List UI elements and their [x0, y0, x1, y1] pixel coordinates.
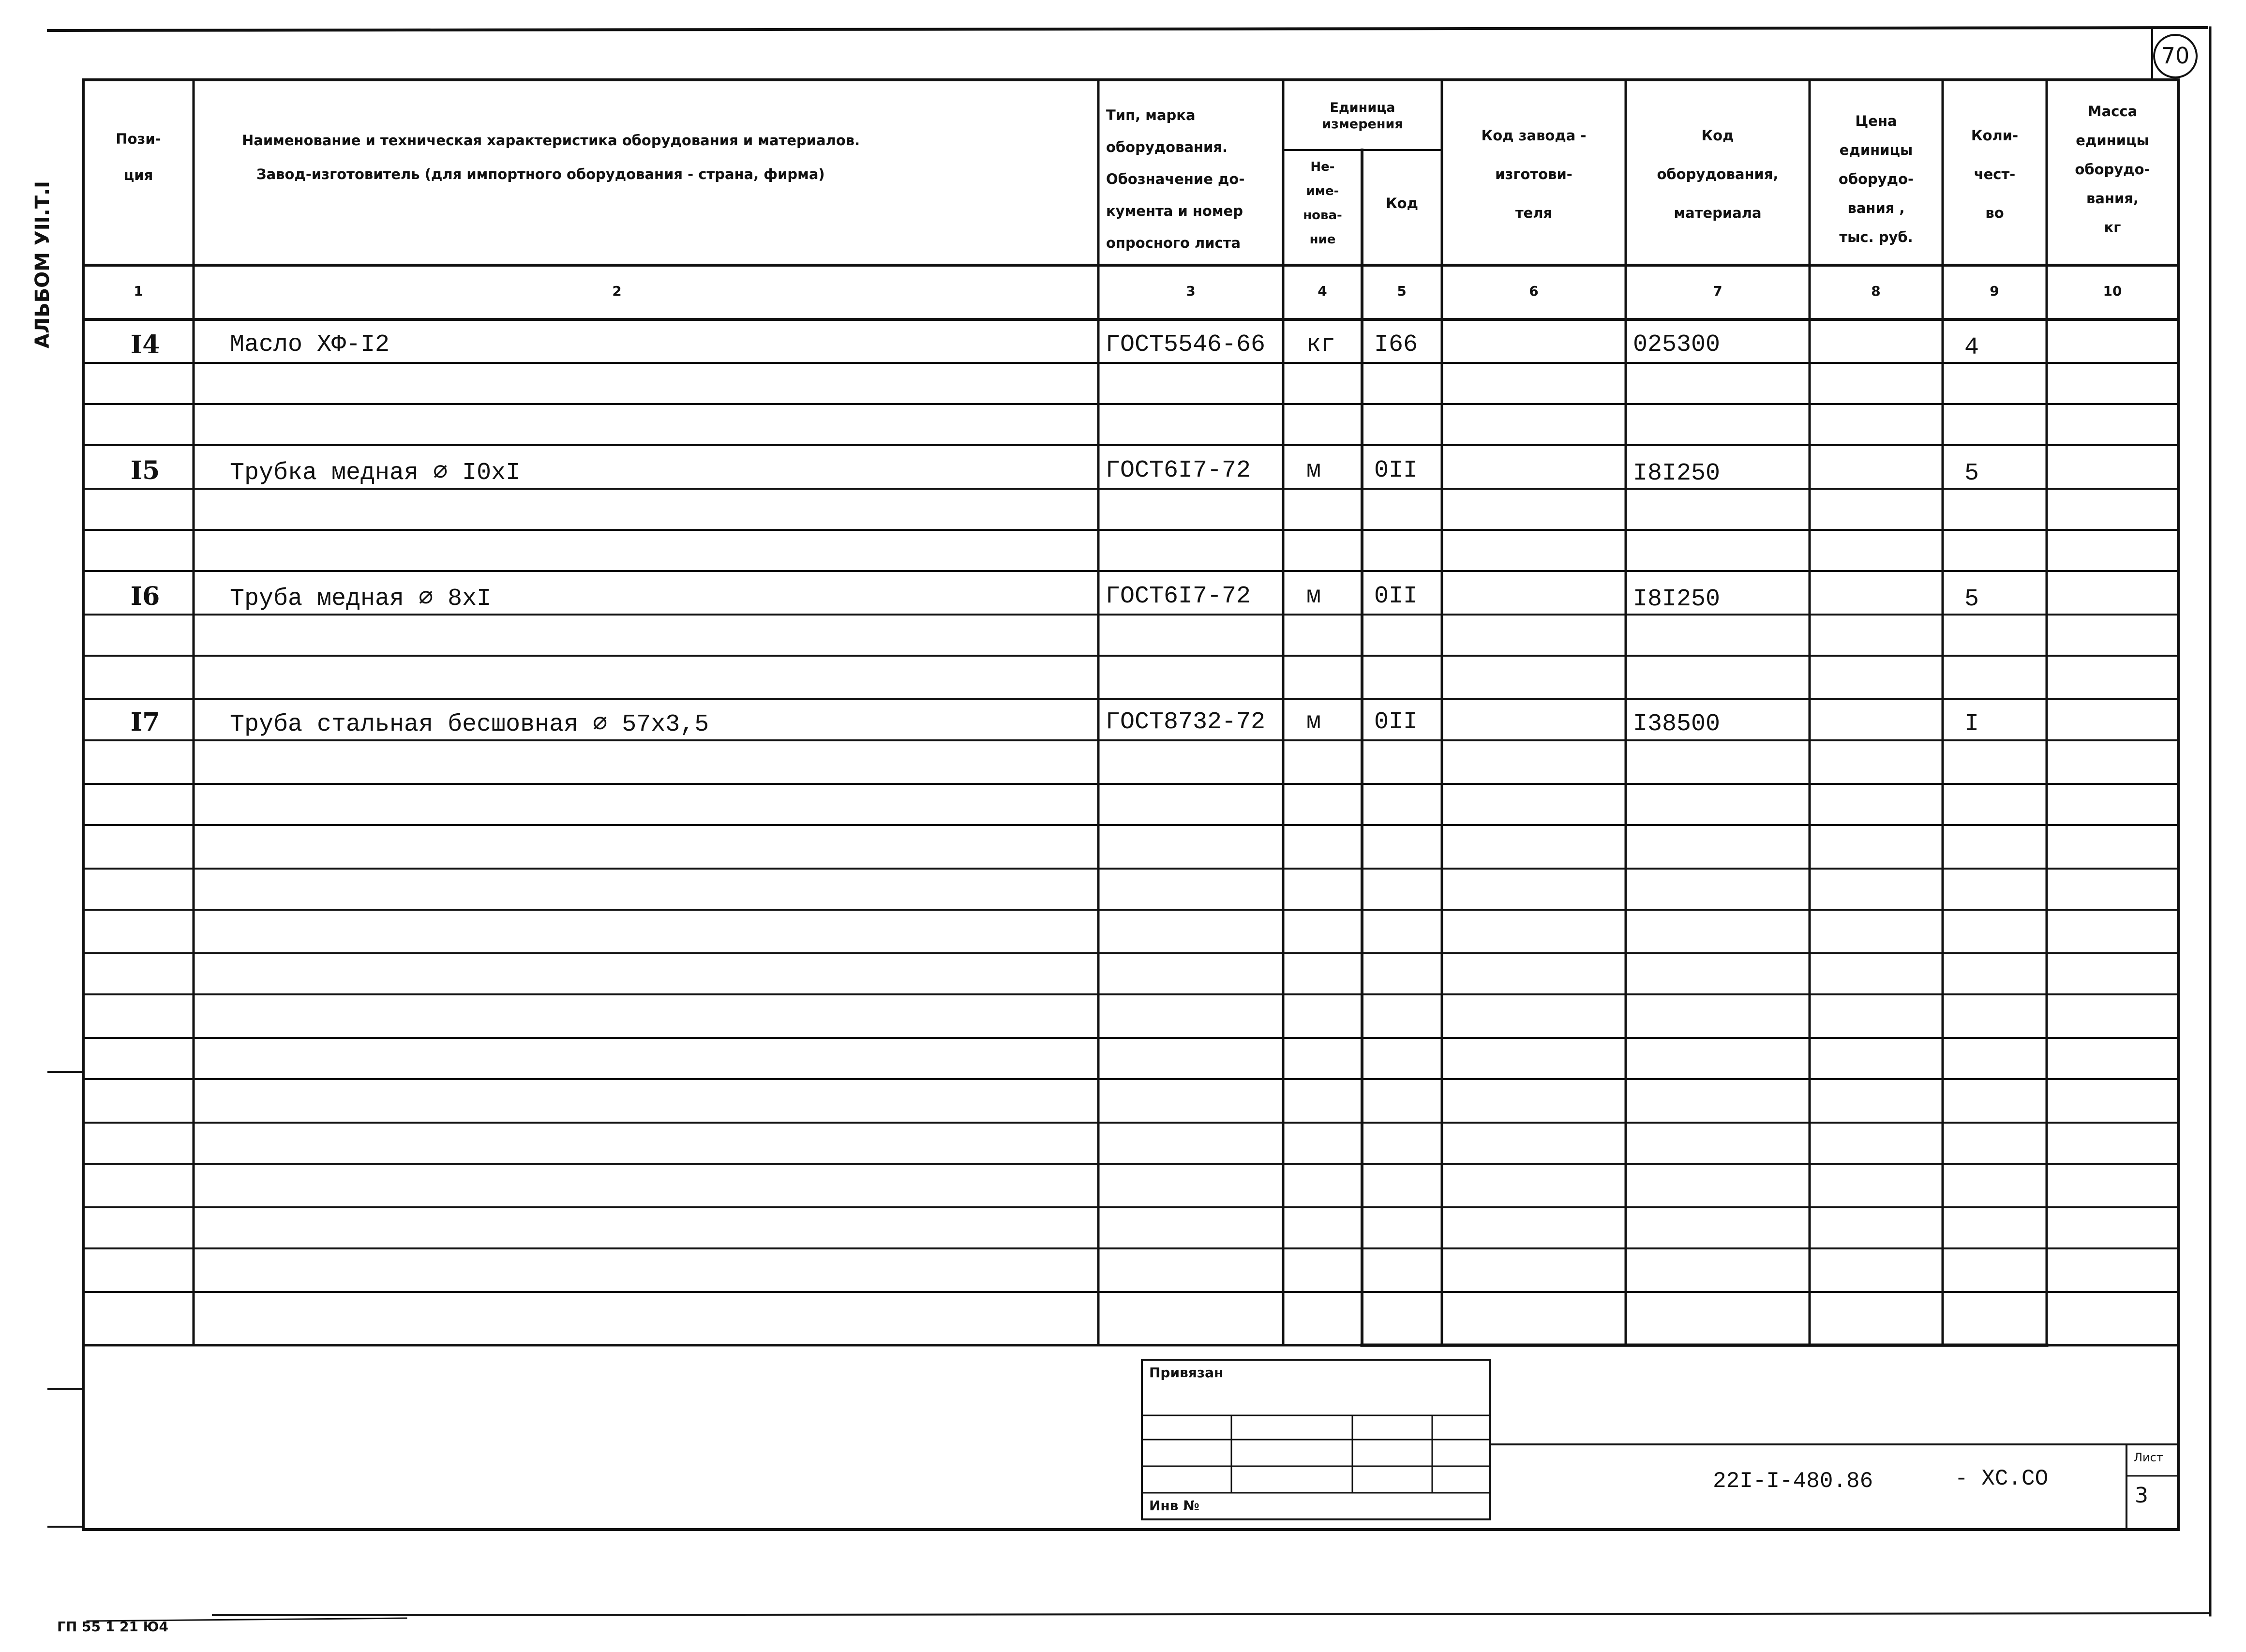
column-number: 10	[2103, 283, 2122, 299]
header-factory-code: Код завода - изготови- теля	[1481, 127, 1587, 221]
row-document: ГОСТ8732-72	[1106, 708, 1266, 736]
document-suffix: - ХС.СО	[1955, 1466, 2049, 1491]
row-material-code: I8I250	[1633, 586, 1721, 613]
side-album-label: АЛЬБОМ УІІ.Т.І	[31, 180, 54, 348]
column-number: 2	[612, 283, 622, 299]
row-unit-code: 0II	[1374, 708, 1418, 736]
sheet-mark: 70	[2161, 43, 2190, 69]
row-position: I7	[130, 707, 160, 737]
header-unit-price: Цена единицы оборудо- вания , тыс. руб.	[1838, 112, 1914, 245]
header-type: Тип, марка оборудования. Обозначение до- кумента и номер опросного листа	[1106, 106, 1245, 251]
column-number: 9	[1990, 283, 1999, 299]
column-number: 4	[1318, 283, 1327, 299]
tied-stamp-label: Привязан	[1149, 1365, 1224, 1381]
row-unit: м	[1306, 708, 1321, 736]
row-document: ГОСТ5546-66	[1106, 331, 1266, 359]
row-quantity: 5	[1964, 586, 1979, 613]
column-number: 5	[1397, 283, 1407, 299]
row-document: ГОСТ6I7-72	[1106, 457, 1251, 484]
row-name: Трубка медная ∅ I0хI	[230, 459, 521, 487]
row-unit-code: 0II	[1374, 583, 1418, 610]
header-position: Пози- ция	[116, 131, 161, 184]
column-number: 8	[1871, 283, 1881, 299]
header-unit-group: Единица измерения	[1322, 100, 1403, 132]
row-unit: м	[1306, 583, 1321, 610]
header-unit-code: Код	[1385, 195, 1419, 211]
sheet-label: Лист	[2134, 1451, 2163, 1464]
row-position: I5	[130, 456, 160, 485]
row-quantity: 5	[1964, 460, 1979, 487]
row-unit: кг	[1306, 331, 1336, 359]
header-name: Наименование и техническая характеристика оборудования и материалов. Завод-изготовитель (для импортного оборудования - страна, фирма)	[242, 132, 860, 182]
column-number: 6	[1529, 283, 1539, 299]
column-number: 3	[1186, 283, 1196, 299]
sheet-number: 3	[2135, 1483, 2148, 1508]
row-material-code: I8I250	[1633, 460, 1721, 487]
row-name: Труба стальная бесшовная ∅ 57х3,5	[230, 711, 709, 738]
row-unit: м	[1306, 457, 1321, 484]
document-number: 22I-I-480.86	[1713, 1469, 1873, 1494]
inventory-number-label: Инв №	[1149, 1498, 1199, 1514]
header-unit-name: Не- име- нова- ние	[1303, 159, 1342, 247]
footer-code: ГП 55 1 21 Ю4	[57, 1619, 169, 1635]
row-quantity: 4	[1964, 334, 1979, 361]
row-name: Масло ХФ-I2	[230, 331, 390, 359]
row-position: I4	[130, 330, 160, 360]
row-quantity: I	[1964, 710, 1979, 738]
row-material-code: 025300	[1633, 331, 1721, 359]
row-position: I6	[130, 582, 160, 611]
header-unit-mass: Масса единицы оборудо- вания, кг	[2075, 103, 2150, 236]
row-unit-code: I66	[1374, 331, 1418, 359]
row-material-code: I38500	[1633, 710, 1721, 738]
column-number: 1	[134, 283, 143, 299]
header-equipment-code: Код оборудования, материала	[1657, 127, 1779, 221]
row-document: ГОСТ6I7-72	[1106, 583, 1251, 610]
column-number: 7	[1713, 283, 1722, 299]
header-quantity: Коли- чест- во	[1971, 127, 2019, 221]
row-name: Труба медная ∅ 8хI	[230, 585, 492, 613]
row-unit-code: 0II	[1374, 457, 1418, 484]
